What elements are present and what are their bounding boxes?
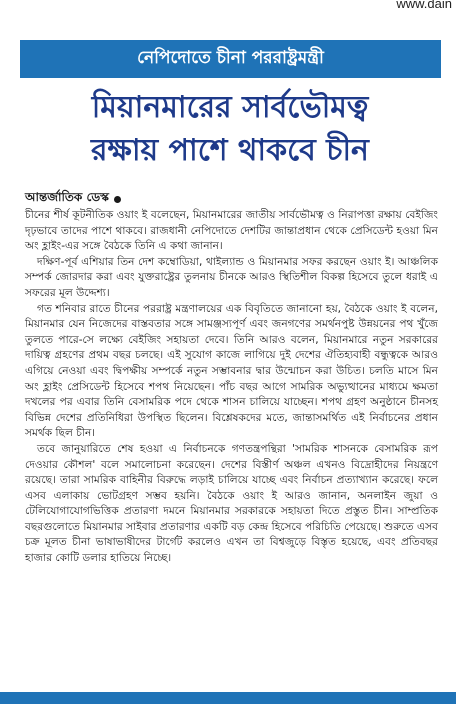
kicker-text: নেপিদোতে চীনা পররাষ্ট্রমন্ত্রী <box>137 48 324 68</box>
paragraph: গত শনিবার রাতে চীনের পররাষ্ট্র মন্ত্রণালয়ের এক বিবৃতিতে জানানো হয়, বৈঠকে ওয়াং ই বলেন, মিয়ানমার যেন নিজেদের বাস্তবতার সঙ্গে সামঞ্জস্যপূর্ণ এবং জনগণের সমর্থনপুষ্ট উন্নয়নের পথ খুঁজে তুলতে পারে-সে লক্ষ্যে বেইজিং সহায়তা দেবে। তিনি আরও বলেন, মিয়ানমারে নতুন সরকারের দায়িত্ব গ্রহণের প্রথম বছর চলছে। এই সুযোগ কাজে লাগিয়ে দুই দেশের ঐতিহ্যবাহী বন্ধুত্বকে আরও এগিয়ে নেওয়া এবং দ্বিপক্ষীয় সম্পর্কে নতুন সম্ভাবনার দ্বার উন্মোচন করা উচিত। চলতি মাসে মিন অং হ্লাইং প্রেসিডেন্ট হিসেবে শপথ নিয়েছেন। পাঁচ বছর আগে সামরিক অভ্যুত্থানের মাধ্যমে ক্ষমতা দখলের পর এবার তিনি বেসামরিক পদে থেকে শাসন চালিয়ে যাচ্ছেন। শপথ গ্রহণ অনুষ্ঠানে চীনসহ বিভিন্ন দেশের প্রতিনিধিরা উপস্থিত ছিলেন। বিশ্লেষকদের মতে, জান্তাসমর্থিত এই নির্বাচনের প্রধান সমর্থক ছিল চীন। <box>25 302 438 440</box>
paragraph: তবে জানুয়ারিতে শেষ হওয়া এ নির্বাচনকে গণতন্ত্রপন্থিরা 'সামরিক শাসনকে বেসামরিক রূপ দেওয়ার কৌশল' বলে সমালোচনা করেছেন। দেশের বিস্তীর্ণ অঞ্চল এখনও বিদ্রোহীদের নিয়ন্ত্রণে রয়েছে। তারা সামরিক বাহিনীর বিরুদ্ধে লড়াই চালিয়ে যাচ্ছে এবং নির্বাচন প্রত্যাখ্যান করেছে। ফলে এসব এলাকায় ভোটগ্রহণ সম্ভব হয়নি। বৈঠকে ওয়াং ই আরও জানান, অনলাইন জুয়া ও টেলিযোগাযোগভিত্তিক প্রতারণা দমনে মিয়ানমার সরকারকে সহায়তা দিতে প্রস্তুত চীন। সাম্প্রতিক বছরগুলোতে মিয়ানমার সাইবার প্রতারণার একটি বড় কেন্দ্র হিসেবে পরিচিতি পেয়েছে। শুরুতে এসব চক্র মূলত চীনা ভাষাভাষীদের টার্গেট করলেও এখন তা বিশ্বজুড়ে বিস্তৃত হয়েছে, এবং প্রতিবছর হাজার কোটি ডলার হাতিয়ে নিচ্ছে। <box>25 442 438 565</box>
bullet-icon <box>114 196 121 203</box>
headline-line-1: মিয়ানমারের সার্বভৌমত্ব <box>91 90 369 125</box>
paragraph: চীনের শীর্ষ কূটনীতিক ওয়াং ই বলেছেন, মিয়ানমারের জাতীয় সার্বভৌমত্ব ও নিরাপত্তা রক্ষায় বেইজিং দৃঢ়ভাবে তাদের পাশে থাকবে। রাজধানী নেপিদোতে দেশটির জান্তাপ্রধান থেকে প্রেসিডেন্ট হওয়া মিন অং হ্লাইং-এর সঙ্গে বৈঠকে তিনি এ কথা জানান। <box>25 209 438 253</box>
site-url: www.dain <box>396 0 452 11</box>
bottom-bar <box>0 692 456 704</box>
kicker-banner <box>20 40 441 78</box>
headline <box>10 86 450 172</box>
byline-text: আন্তর্জাতিক ডেস্ক <box>25 190 109 204</box>
paragraph: দক্ষিণ-পূর্ব এশিয়ার তিন দেশ কম্বোডিয়া, থাইল্যান্ড ও মিয়ানমার সফর করছেন ওয়াং ই। আঞ্চলিক সম্পর্ক জোরদার করা এবং যুক্তরাষ্ট্রের তুলনায় চীনকে আরও স্থিতিশীল বিকল্প হিসেবে তুলে ধরাই এ সফরের মূল উদ্দেশ্য। <box>25 255 438 299</box>
article-body <box>25 208 438 567</box>
headline-line-2: রক্ষায় পাশে থাকবে চীন <box>91 133 369 168</box>
byline <box>25 189 121 209</box>
